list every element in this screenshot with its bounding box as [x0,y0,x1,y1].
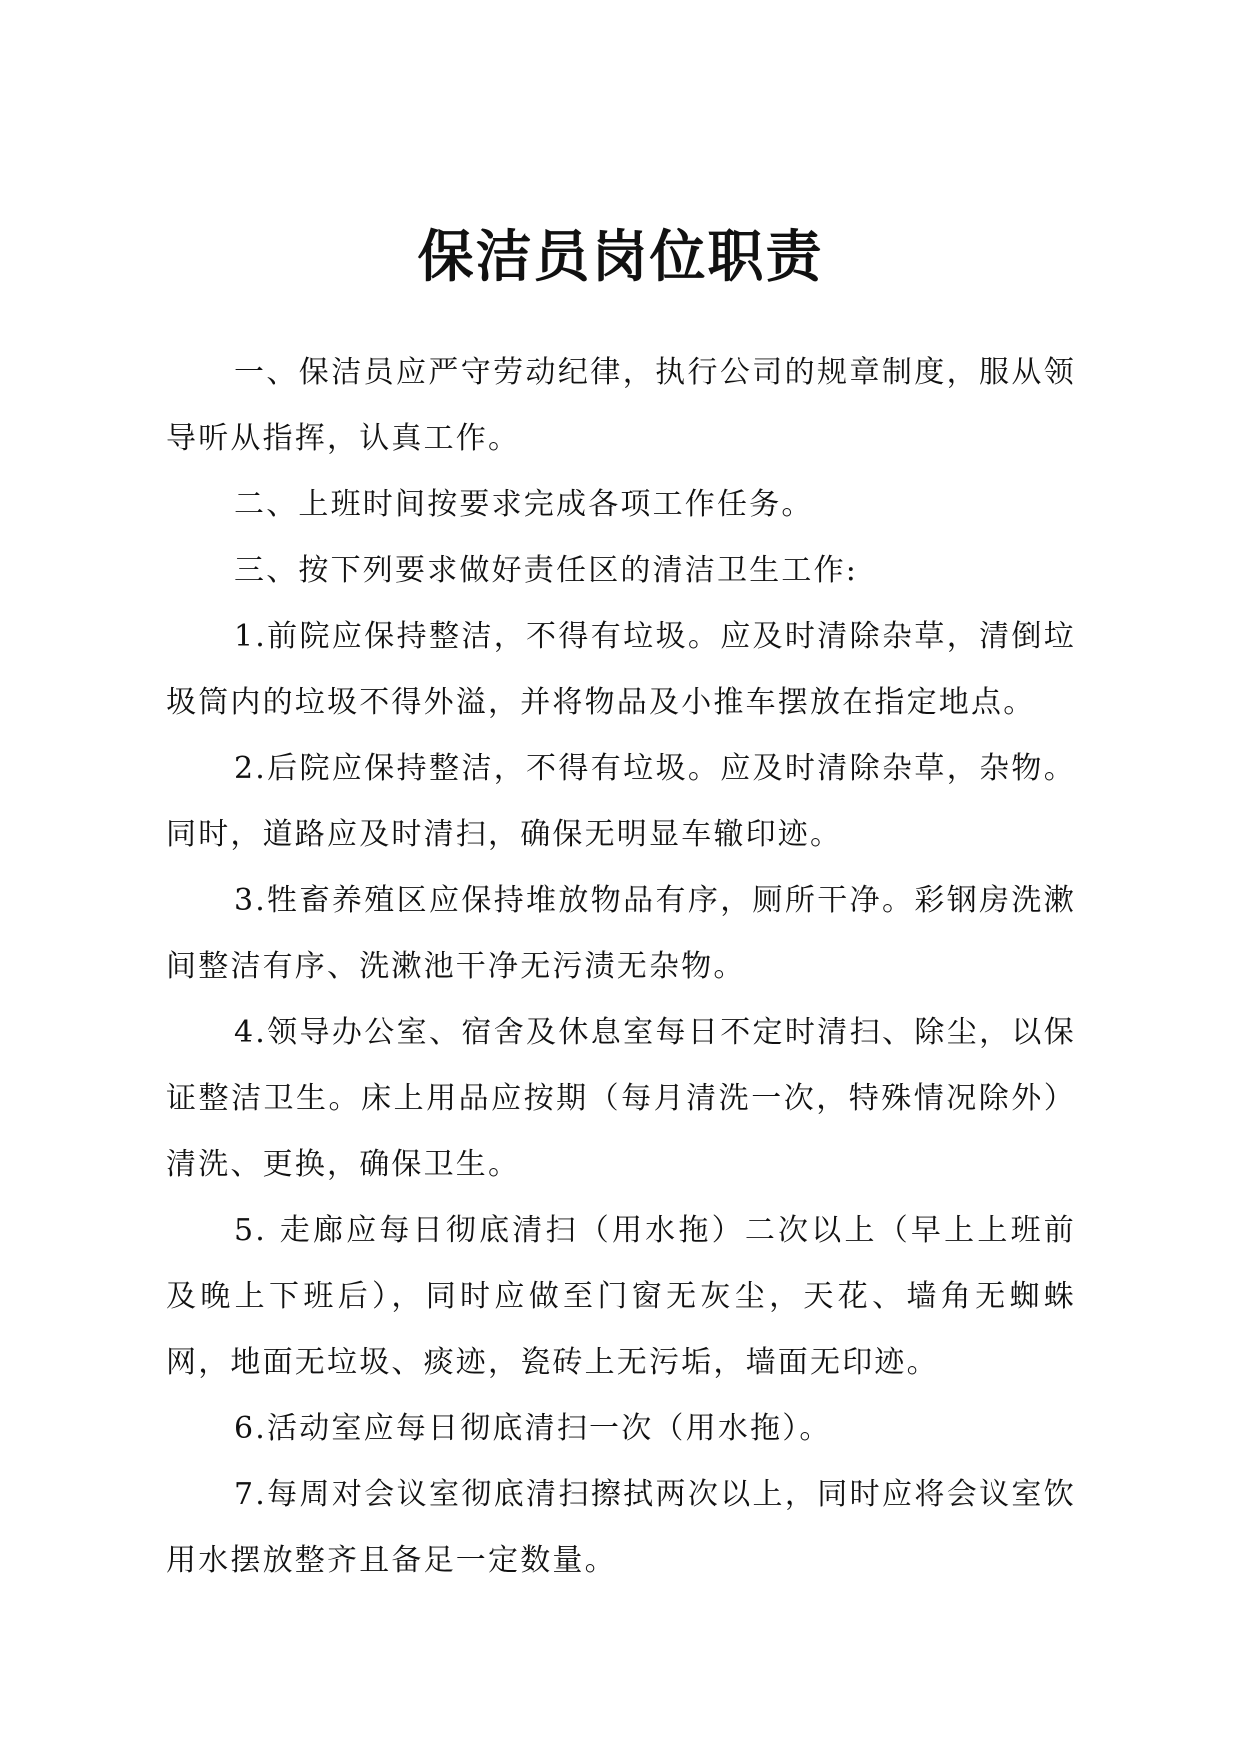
paragraph-item-3: 3.牲畜养殖区应保持堆放物品有序，厕所干净。彩钢房洗漱间整洁有序、洗漱池干净无污渍无杂物。 [166,883,1076,984]
paragraph-item-4: 4.领导办公室、宿舍及休息室每日不定时清扫、除尘，以保证整洁卫生。床上用品应按期（每月清洗一次，特殊情况除外）清洗、更换，确保卫生。 [166,1015,1076,1182]
paragraph-item-6: 6.活动室应每日彻底清扫一次（用水拖）。 [234,1411,832,1446]
paragraph-3: 三、按下列要求做好责任区的清洁卫生工作: [234,553,859,588]
document-body [166,340,1076,1594]
paragraph-2: 二、上班时间按要求完成各项工作任务。 [234,487,814,522]
document-title: 保洁员岗位职责 [417,225,824,290]
paragraph-item-7: 7.每周对会议室彻底清扫擦拭两次以上，同时应将会议室饮用水摆放整齐且备足一定数量。 [166,1477,1076,1578]
paragraph-item-5: 5. 走廊应每日彻底清扫（用水拖）二次以上（早上上班前及晚上下班后），同时应做至门窗无灰尘，天花、墙角无蜘蛛网，地面无垃圾、痰迹，瓷砖上无污垢，墙面无印迹。 [166,1213,1076,1380]
paragraph-item-2: 2.后院应保持整洁，不得有垃圾。应及时清除杂草，杂物。同时，道路应及时清扫，确保无明显车辙印迹。 [166,751,1076,852]
paragraph-item-1: 1.前院应保持整洁，不得有垃圾。应及时清除杂草，清倒垃圾筒内的垃圾不得外溢，并将物品及小推车摆放在指定地点。 [166,619,1076,720]
paragraph-1: 一、保洁员应严守劳动纪律，执行公司的规章制度，服从领导听从指挥，认真工作。 [166,355,1076,456]
